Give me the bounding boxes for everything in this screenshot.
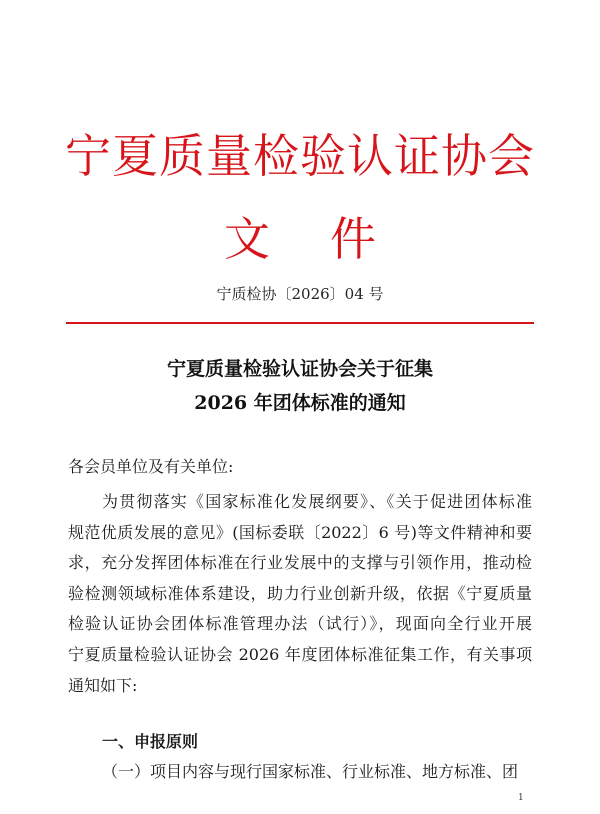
section-heading: 一、申报原则 bbox=[102, 732, 199, 751]
paragraph-line: 检验认证协会团体标准管理办法（试行）》，现面向全行业开展 bbox=[68, 614, 532, 634]
notice-title-line-2: 2026 年团体标准的通知 bbox=[194, 392, 406, 414]
notice-title bbox=[0, 352, 600, 420]
page-number: 1 bbox=[518, 793, 524, 803]
paragraph-line: 验检测领域标准体系建设，助力行业创新升级，依据《宁夏质量 bbox=[68, 583, 532, 603]
body-paragraph bbox=[68, 487, 532, 701]
paragraph-line: 为贯彻落实《国家标准化发展纲要》、《关于促进团体标准 bbox=[102, 492, 532, 511]
notice-title-line-1: 宁夏质量检验认证协会关于征集 bbox=[166, 358, 433, 380]
sub-item: （一）项目内容与现行国家标准、行业标准、地方标准、团 bbox=[102, 762, 519, 781]
paragraph-line: 求，充分发挥团体标准在行业发展中的支撑与引领作用，推动检 bbox=[68, 553, 532, 573]
document-number: 宁质检协〔2026〕04 号 bbox=[216, 285, 384, 303]
organization-title: 宁夏质量检验认证协会 bbox=[65, 129, 535, 183]
paragraph-line: 通知如下: bbox=[68, 675, 138, 695]
paragraph-line: 规范优质发展的意见》(国标委联〔2022〕6 号)等文件精神和要 bbox=[68, 522, 532, 542]
document-label: 文件 bbox=[224, 212, 436, 266]
red-divider bbox=[66, 322, 534, 324]
salutation: 各会员单位及有关单位: bbox=[68, 457, 234, 476]
paragraph-line: 宁夏质量检验认证协会 2026 年度团体标准征集工作，有关事项 bbox=[68, 644, 532, 664]
